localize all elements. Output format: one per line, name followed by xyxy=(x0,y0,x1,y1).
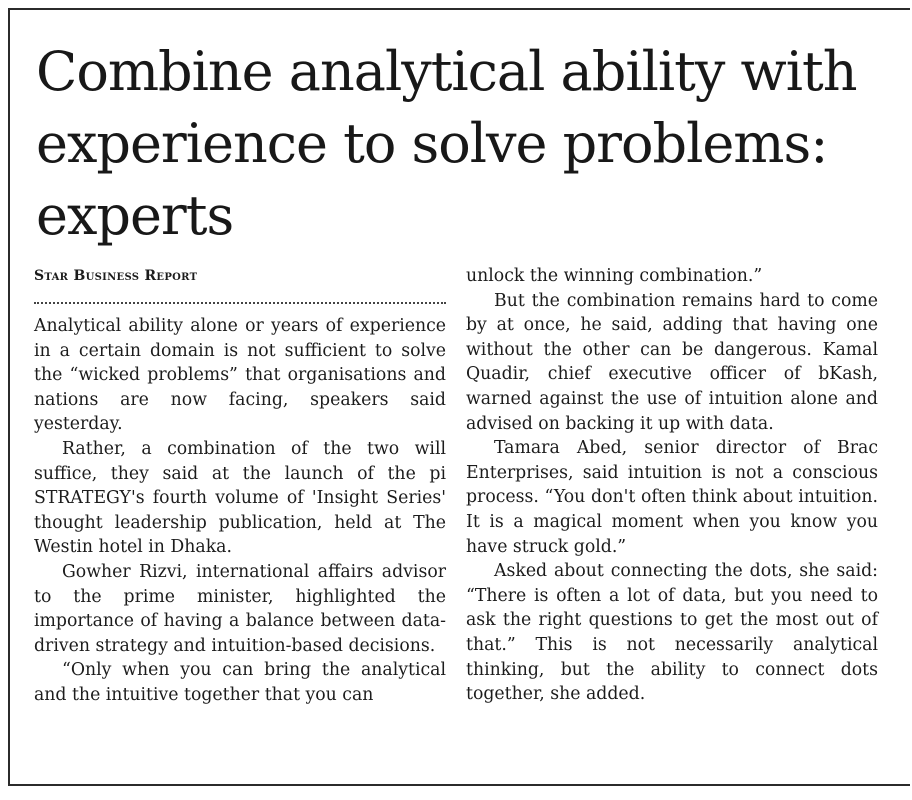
paragraph: Analytical ability alone or years of experience in a certain domain is not sufficient to solve the “wicked problems” that organisations and nations are now facing, speakers said yesterday. xyxy=(34,316,446,435)
paragraph: Asked about connecting the dots, she said: “There is often a lot of data, but you need to ask the right questions to get the most out of that.” This is not necessarily analytical thinking, but the ability to connect dots together, she added. xyxy=(466,561,878,705)
paragraph: Gowher Rizvi, international affairs advisor to the prime minister, highlighted the importance of having a balance between data-driven strategy and intuition-based decisions. xyxy=(34,561,446,656)
byline-dotted-divider xyxy=(34,292,446,304)
article-headline: Combine analytical ability with experience to solve problems: experts xyxy=(36,40,857,247)
paragraph: “Only when you can bring the analytical and the intuitive together that you can xyxy=(34,660,446,705)
paragraph: unlock the winning combination.” xyxy=(466,266,763,286)
paragraph: But the combination remains hard to come by at once, he said, adding that having one without the other can be dangerous. Kamal Quadir, chief executive officer of bKash, warned against the use of intuition alone and advised on backing it up with data. xyxy=(466,290,878,434)
article-byline: Star Business Report xyxy=(34,268,198,284)
article-column-left xyxy=(34,264,446,708)
paragraph: Rather, a combination of the two will suffice, they said at the launch of the pi STRATEGY's fourth volume of 'Insight Series' thought leadership publication, held at The Westin hotel in Dhaka. xyxy=(34,438,446,558)
paragraph: Tamara Abed, senior director of Brac Enterprises, said intuition is not a conscious process. “You don't often think about intuition. It is a magical moment when you know you have struck gold.” xyxy=(466,438,878,557)
article-column-right xyxy=(466,264,878,707)
